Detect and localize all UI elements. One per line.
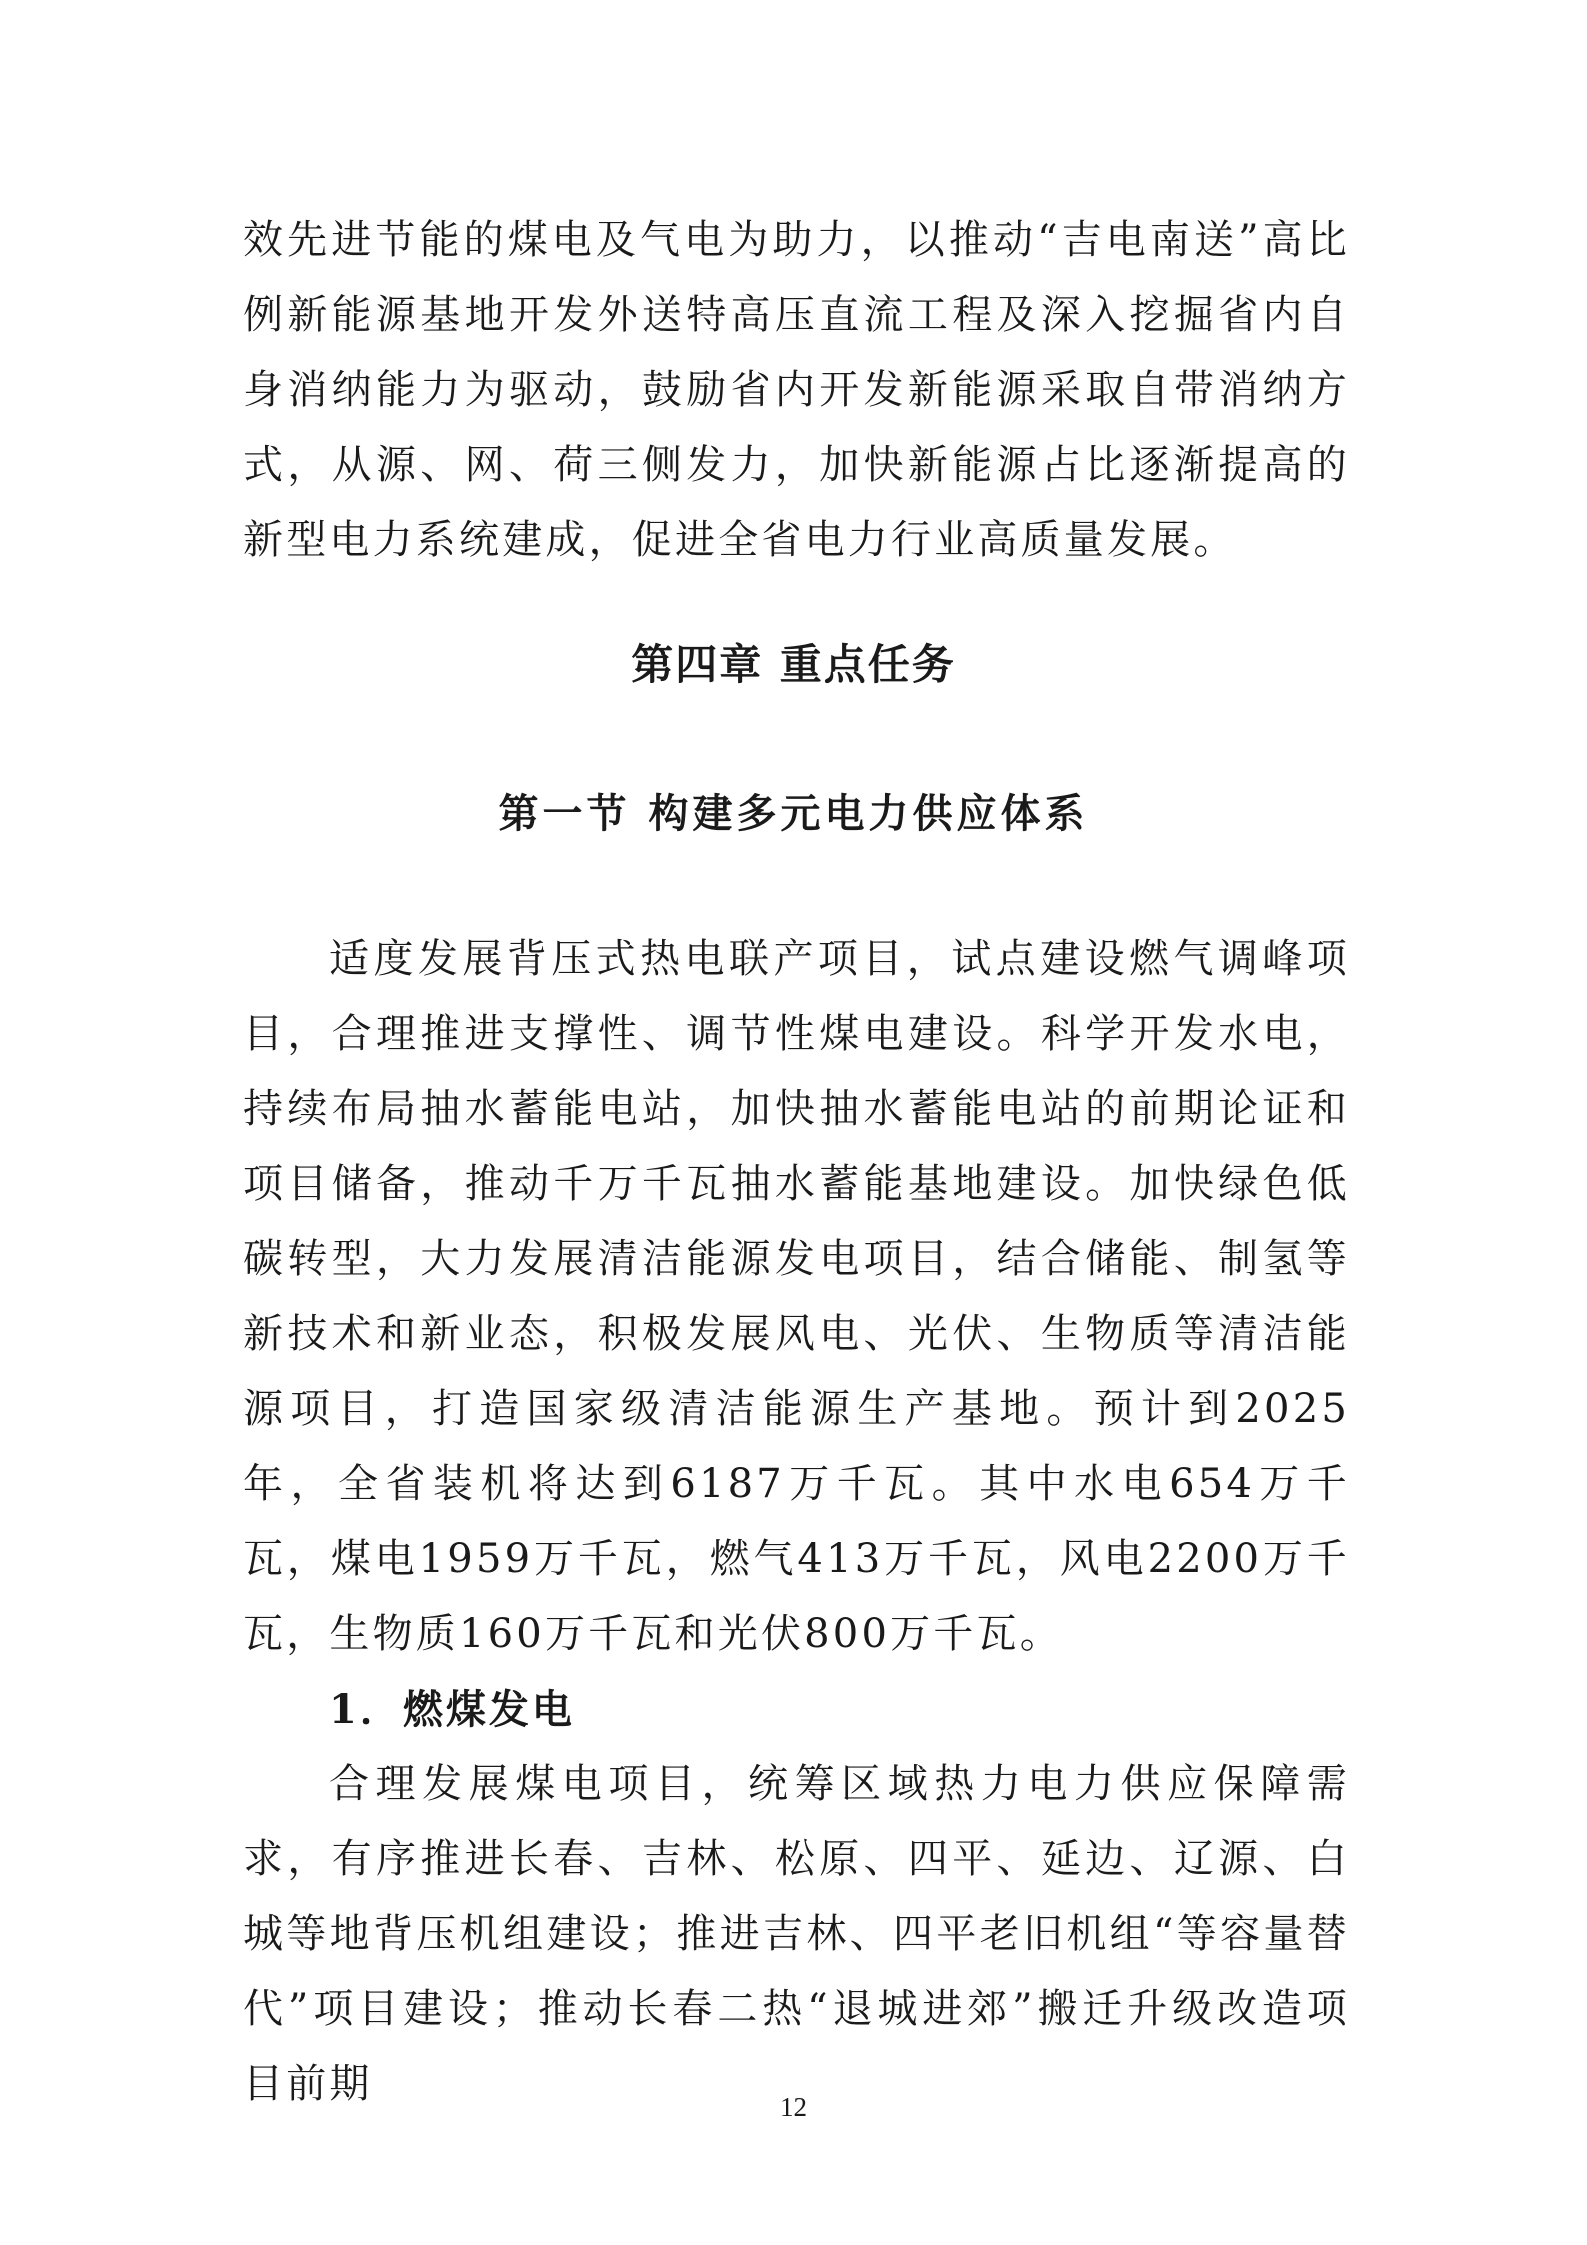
section-title: 第一节 构建多元电力供应体系 xyxy=(498,790,1089,837)
subsection-paragraph: 合理发展煤电项目，统筹区域热力电力供应保障需求，有序推进长春、吉林、松原、四平、延边、辽源、白城等地背压机组建设；推进吉林、四平老旧机组“等容量替代”项目建设；推动长春二热“退城进郊”搬迁升级改造项目前期 xyxy=(243,1761,1350,2107)
intro-paragraph: 效先进节能的煤电及气电为助力，以推动“吉电南送”高比例新能源基地开发外送特高压直流工程及深入挖掘省内自身消纳能力为驱动，鼓励省内开发新能源采取自带消纳方式，从源、网、荷三侧发力，加快新能源占比逐渐提高的新型电力系统建成，促进全省电力行业高质量发展。 xyxy=(243,217,1350,563)
page-number: 12 xyxy=(780,2092,807,2122)
chapter-title: 第四章 重点任务 xyxy=(631,640,956,689)
section-paragraph: 适度发展背压式热电联产项目，试点建设燃气调峰项目，合理推进支撑性、调节性煤电建设。科学开发水电，持续布局抽水蓄能电站，加快抽水蓄能电站的前期论证和项目储备，推动千万千瓦抽水蓄能基地建设。加快绿色低碳转型，大力发展清洁能源发电项目，结合储能、制氢等新技术和新业态，积极发展风电、光伏、生物质等清洁能源项目，打造国家级清洁能源生产基地。预计到2025年，全省装机将达到6187万千瓦。其中水电654万千瓦，煤电1959万千瓦，燃气413万千瓦，风电2200万千瓦，生物质160万千瓦和光伏800万千瓦。 xyxy=(243,936,1350,1657)
subsection-heading: 1．燃煤发电 xyxy=(329,1686,575,1733)
intro-block xyxy=(243,203,1350,578)
section-body xyxy=(243,922,1350,2122)
